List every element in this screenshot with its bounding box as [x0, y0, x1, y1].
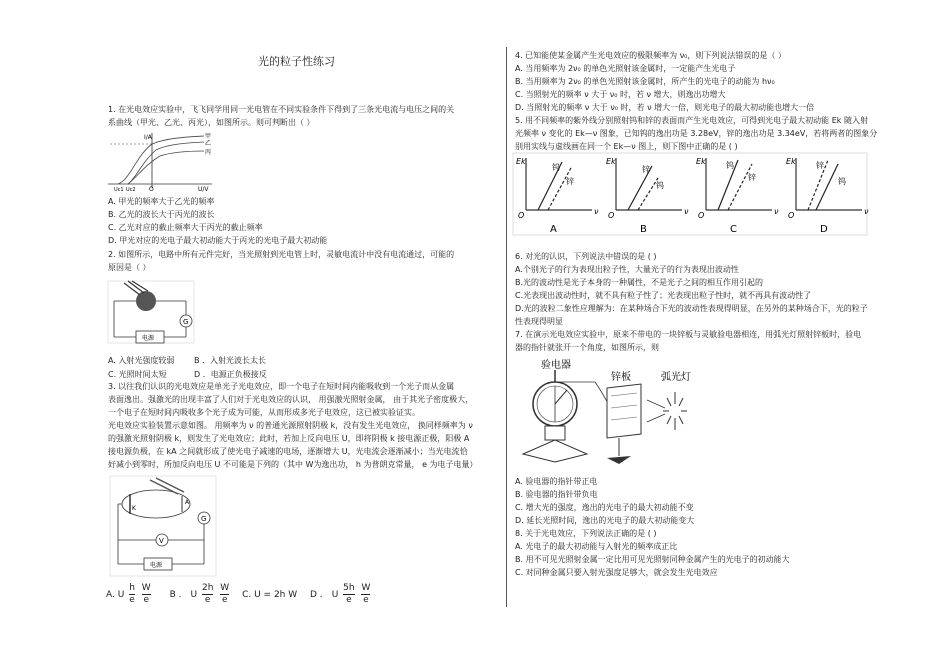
q5-c-label: C [730, 224, 737, 235]
q4-option-b: B. 当用频率为 2ν₀ 的单色光照射该金属时，所产生的光电子的动能为 hν₀ [515, 77, 775, 86]
q2-stem-line2: 原因是（ ） [108, 263, 151, 272]
q3-apparatus-figure [108, 474, 218, 578]
q5-line3: 别用实线与虚线画在同一个 Ek—ν 图上，则下图中正确的是 ( ) [515, 142, 738, 151]
q1-uc2: Uc2 [126, 187, 136, 193]
q7-line1: 7. 在演示光电效应实验中，原来不带电的一块锌板与灵敏验电器相连，用弧光灯照射锌板时，验电 [515, 330, 862, 339]
q3-option-a-u: U [117, 590, 125, 600]
svg-text:Ek: Ek [696, 157, 706, 166]
q3-line3: 一个电子在短时间内吸收多个光子成为可能，从而形成多光子电效应，这已被实验证实。 [108, 408, 420, 417]
q7-electroscope-label: 验电器 [541, 360, 571, 371]
q7-lamp-label: 弧光灯 [661, 372, 691, 383]
q3-option-d-frac1: $\frac{5h}{e}$ [343, 583, 355, 605]
q3-option-d-frac2: $\frac{W}{e}$ [361, 583, 371, 605]
q2-option-c: C. 光照时间太短 [108, 370, 167, 379]
q3-option-c-label: C. [242, 590, 252, 600]
q3-option-b-frac2: $\frac{W}{e}$ [220, 583, 230, 605]
q5-b-dashed: 钨 [656, 181, 664, 190]
svg-text:O: O [698, 211, 705, 220]
q1-option-c: C. 乙光对应的截止频率大于丙光的截止频率 [108, 223, 263, 232]
q5-c-solid: 钨 [726, 161, 734, 170]
q3-option-b-frac1: $\frac{2h}{e}$ [201, 583, 214, 605]
svg-text:Ek: Ek [516, 157, 526, 166]
q8-option-a: A. 光电子的最大初动能与入射光的频率成正比 [515, 542, 678, 551]
q6-option-b: B.光的波动性是光子本身的一种属性，不是光子之间的相互作用引起的 [515, 278, 764, 287]
column-divider [506, 47, 507, 607]
q8-option-c: C. 对同种金属只要入射光强度足够大，就会发生光电效应 [515, 568, 718, 577]
svg-text:ν: ν [774, 207, 779, 216]
q2-circuit-figure [106, 279, 196, 345]
q3-option-a-frac2: $\frac{W}{e}$ [141, 583, 151, 605]
svg-text:ν: ν [594, 207, 599, 216]
q3-cathode: K [132, 505, 136, 512]
q2-option-a: A. 入射光强度较弱 [108, 356, 175, 365]
q6-stem: 6. 对光的认识，下列说法中错误的是 ( ) [515, 252, 657, 261]
q3-option-a-label: A. [106, 590, 115, 600]
q3-line7: 好减小到零时，所加反向电压 U 不可能是下列的（其中 W为逸出功， h 为普朗克常量， e 为电子电量） [108, 460, 478, 469]
q7-electroscope-figure [515, 356, 705, 468]
q1-option-a: A. 甲光的频率大于乙光的频率 [108, 197, 215, 206]
q5-c-dashed: 锌 [748, 173, 756, 182]
q1-stem-line2: 系曲线（甲光、乙光、丙光），如图所示。则可判断出（ ） [108, 118, 315, 127]
q5-a-label: A [550, 224, 557, 235]
q7-plate-label: 锌板 [611, 372, 631, 383]
svg-text:O: O [608, 211, 615, 220]
svg-text:ν: ν [684, 207, 689, 216]
svg-text:ν: ν [864, 207, 869, 216]
q3-line1: 3. 以往我们认识的光电效应是单光子光电效应，即一个电子在短时间内能吸收到一个光子而从金属 [108, 382, 455, 391]
q4-stem: 4. 已知能使某金属产生光电效应的极限频率为 ν₀，则下列说法错误的是（ ） [515, 51, 786, 60]
q5-graph-c [696, 157, 779, 235]
q1-xlabel: U/V [198, 186, 209, 193]
q1-option-b: B. 乙光的波长大于丙光的波长 [108, 210, 215, 219]
q5-graph-a [516, 157, 599, 235]
q3-option-c-text: U = 2h W [254, 590, 298, 600]
q3-source: 电源 [150, 562, 163, 569]
q5-a-solid: 钨 [552, 163, 560, 172]
q8-stem: 8. 关于光电效应，下列说法正确的是 ( ) [515, 529, 657, 538]
q3-options-row [106, 582, 372, 608]
q1-ylabel: I/A [144, 134, 152, 141]
q3-option-a-frac1: $\frac{h}{e}$ [129, 583, 135, 605]
q1-curve-bing: 丙 [205, 149, 212, 156]
q7-option-c: C. 增大光的强度，逸出的光电子的最大初动能不变 [515, 503, 694, 512]
q1-stem-line1: 1. 在光电效应实验中，飞飞同学用同一光电管在不同实验条件下得到了三条光电流与电压之间的关 [108, 105, 455, 114]
q4-option-c: C. 当照射光的频率 ν 大于 ν₀ 时，若 ν 增大，则逸出功增大 [515, 90, 726, 99]
q5-d-solid: 锌 [816, 161, 824, 170]
q2-option-b: B ．入射光波长太长 [194, 356, 267, 365]
q5-b-solid: 锌 [642, 165, 650, 174]
q3-option-b-u: U [190, 590, 198, 600]
q1-curve-jia: 甲 [205, 133, 212, 140]
q5-d-dashed: 钨 [838, 177, 846, 186]
q7-option-d: D. 延长光照时间，逸出的光电子的最大初动能变大 [515, 516, 695, 525]
q1-curve-yi: 乙 [205, 140, 212, 147]
q5-b-label: B [640, 224, 647, 235]
q3-line4: 光电效应实验装置示意如图。 用频率为 ν 的普通光源照射阴极 k，没有发生光电效应， 换同样频率为 ν [108, 421, 473, 430]
q3-line6: 接电源负极，在 kA 之间就形成了使光电子减速的电场，逐渐增大 U，光电流会逐渐减小；当光电流恰 [108, 447, 468, 456]
q7-line2: 器的指针就张开一个角度，如图所示，则 [515, 343, 659, 352]
svg-text:Ek: Ek [786, 157, 796, 166]
q6-option-d-line1: D.光的波粒二象性应理解为：在某种场合下光的波动性表现得明显，在另外的某种场合下，光的粒子 [515, 304, 868, 313]
q5-graph-d [786, 157, 869, 235]
q5-a-dashed: 锌 [566, 177, 574, 186]
q8-option-b: B. 用不可见光照射金属一定比用可见光照射同种金属产生的光电子的初动能大 [515, 555, 790, 564]
q6-option-c: C.光表现出波动性时，就不具有粒子性了；光表现出粒子性时，就不再具有波动性了 [515, 291, 812, 300]
q3-meter-v: V [159, 537, 164, 545]
page-title: 光的粒子性练习 [258, 55, 335, 68]
q5-graph-b [606, 157, 689, 235]
q5-ek-graphs [512, 152, 868, 236]
svg-text:O: O [788, 211, 795, 220]
q3-option-d-label: D ． [310, 590, 329, 600]
q3-line2: 表面逸出。强激光的出现丰富了人们对于光电效应的认识， 用强激光照射金属， 由于其光子密度极大， [108, 395, 474, 404]
q2-meter-g: G [183, 318, 189, 326]
svg-text:Ek: Ek [606, 157, 616, 166]
q7-option-a: A. 验电器的指针带正电 [515, 477, 598, 486]
q2-source: 电源 [142, 335, 155, 342]
q3-meter-g: G [201, 515, 207, 523]
q2-option-d: D ．电源正负极接反 [194, 370, 267, 379]
q4-option-a: A. 当用频率为 2ν₀ 的单色光照射该金属时，一定能产生光电子 [515, 64, 736, 73]
q7-option-b: B. 验电器的指针带负电 [515, 490, 598, 499]
q6-option-d-line2: 性表现得明显 [515, 317, 563, 326]
q5-line2: 光频率 ν 变化的 Ek—ν 图象，已知钨的逸出功是 3.28eV，锌的逸出功是 3.34eV，若将两者的图象分 [515, 129, 878, 138]
q1-iv-graph [106, 130, 216, 192]
q3-option-d-u: U [331, 590, 339, 600]
q4-option-d: D. 当照射光的频率 ν 大于 ν₀ 时，若 ν 增大一倍，则光电子的最大初动能也增大一倍 [515, 103, 815, 112]
q5-d-label: D [820, 224, 828, 235]
q2-stem-line1: 2. 如图所示，电路中所有元件完好，当光照射到光电管上时，灵敏电流计中没有电流通过，可能的 [108, 250, 455, 259]
q3-line5: 的强激光照射阴极 k，则发生了光电效应；此时，若加上反向电压 U，即将阴极 k 接电源正极，阳极 A [108, 434, 470, 443]
q5-line1: 5. 用不同频率的紫外线分别照射钨和锌的表面而产生光电效应，可得到光电子最大初动能 Ek 随入射 [515, 116, 868, 125]
q6-option-a: A.个别光子的行为表现出粒子性，大量光子的行为表现出波动性 [515, 265, 739, 274]
svg-text:O: O [518, 211, 525, 220]
q3-option-b-label: B ． [169, 590, 188, 600]
q1-option-d: D. 甲光对应的光电子最大初动能大于丙光的光电子最大初动能 [108, 236, 328, 245]
q1-origin: O [149, 186, 154, 193]
q1-uc1: Uc1 [114, 187, 124, 193]
q3-anode: A [185, 499, 190, 506]
